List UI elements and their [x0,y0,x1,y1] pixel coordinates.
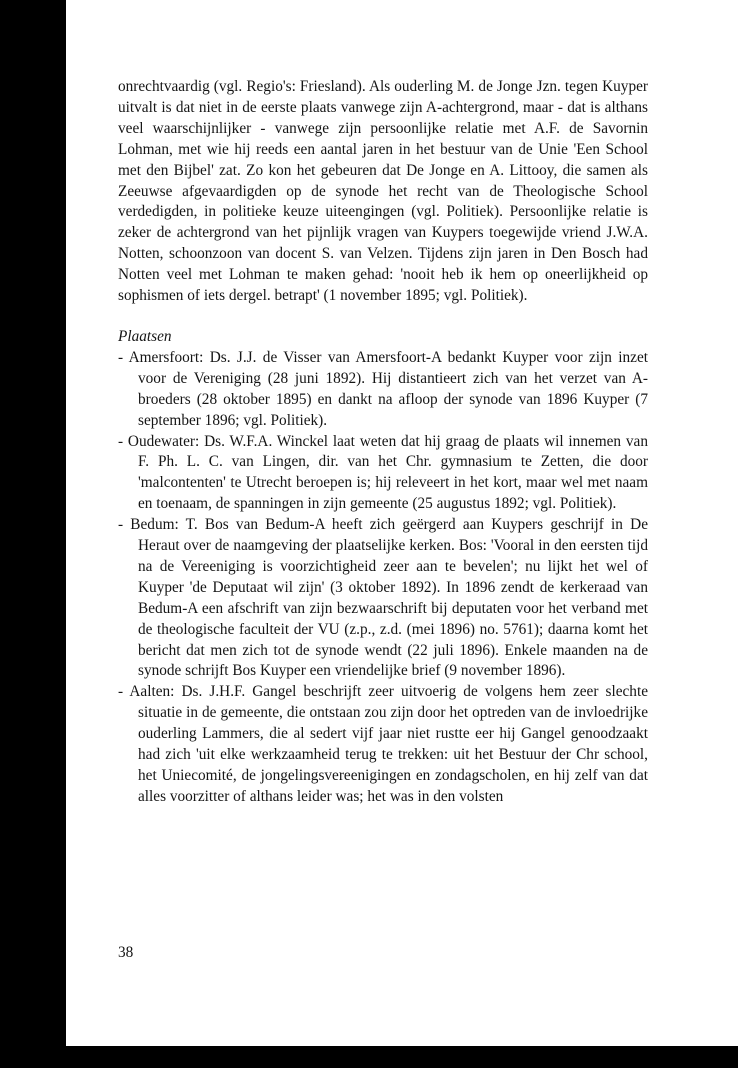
scan-edge-left [0,0,66,1068]
list-item-bedum: - Bedum: T. Bos van Bedum-A heeft zich geërgerd aan Kuypers geschrijf in De Heraut over de naamgeving der plaatselijke kerken. Bos: 'Vooral in den eersten tijd na de Vereeniging is voorzichtigheid zeer aan te bevelen'; nu lijkt het wel of Kuyper 'de Deputaat wil zijn' (3 oktober 1892). In 1896 zendt de kerkeraad van Bedum-A een afschrift van zijn bezwaarschrift bij deputaten voor het verband met de theologische faculteit der VU (z.p., z.d. (mei 1896) no. 5761); daarna komt het bericht dat men zich tot de synode wendt (22 juli 1896). Enkele maanden na de synode schrijft Bos Kuyper een vriendelijke brief (9 november 1896). [118,516,648,680]
paragraph-gap [118,307,648,327]
section-heading: Plaatsen [118,327,172,345]
scan-edge-bottom [0,1046,738,1068]
page-body [118,77,648,808]
places-list [118,348,648,808]
list-item-amersfoort: - Amersfoort: Ds. J.J. de Visser van Amersfoort-A bedankt Kuyper voor zijn inzet voor de Vereniging (28 juni 1892). Hij distantieert zich van het verzet van A-broeders (28 oktober 1895) en dankt na afloop der synode van 1896 Kuyper (7 september 1896; vgl. Politiek). [118,348,648,429]
list-item-aalten: - Aalten: Ds. J.H.F. Gangel beschrijft zeer uitvoerig de volgens hem zeer slechte situatie in de gemeente, die ontstaan zou zijn door het optreden van de invloedrijke ouderling Lammers, die al sedert vijf jaar niet rustte eer hij Gangel genoodzaakt had zich 'uit elke werkzaamheid terug te trekken: uit het Bestuur der Chr school, het Uniecomité, de jongelingsvereenigingen en zondagscholen, en hij zelf van dat alles voorzitter of althans leider was; het was in den volsten [118,683,648,805]
intro-paragraph: onrechtvaardig (vgl. Regio's: Friesland). Als ouderling M. de Jonge Jzn. tegen Kuyper uitvalt is dat niet in de eerste plaats vanwege zijn A-achtergrond, maar - dat is althans veel waarschijnlijker - vanwege zijn persoonlijke relatie met A.F. de Savornin Lohman, met wie hij reeds een aantal jaren in het bestuur van de Unie 'Een School met den Bijbel' zat. Zo kon het gebeuren dat De Jonge en A. Littooy, die samen als Zeeuwse afgevaardigden op de synode het recht van de Theologische School verdedigden, in politieke keuze uiteengingen (vgl. Politiek). Persoonlijke relatie is zeker de achtergrond van het pijnlijk vragen van Kuypers toegewijde vriend J.W.A. Notten, schoonzoon van docent S. van Velzen. Tijdens zijn jaren in Den Bosch had Notten veel met Lohman te maken gehad: 'nooit heb ik hem op oneerlijkheid op sophismen of iets dergel. betrapt' (1 november 1895; vgl. Politiek). [118,78,648,305]
list-item-oudewater: - Oudewater: Ds. W.F.A. Winckel laat weten dat hij graag de plaats wil innemen van F. Ph. L. C. van Lingen, dir. van het Chr. gymnasium te Zetten, die door 'malcontenten' te Utrecht beroepen is; hij releveert in het kort, maar wel met naam en toenaam, de spanningen in zijn gemeente (25 augustus 1892; vgl. Politiek). [118,432,648,513]
page-number: 38 [118,944,134,961]
